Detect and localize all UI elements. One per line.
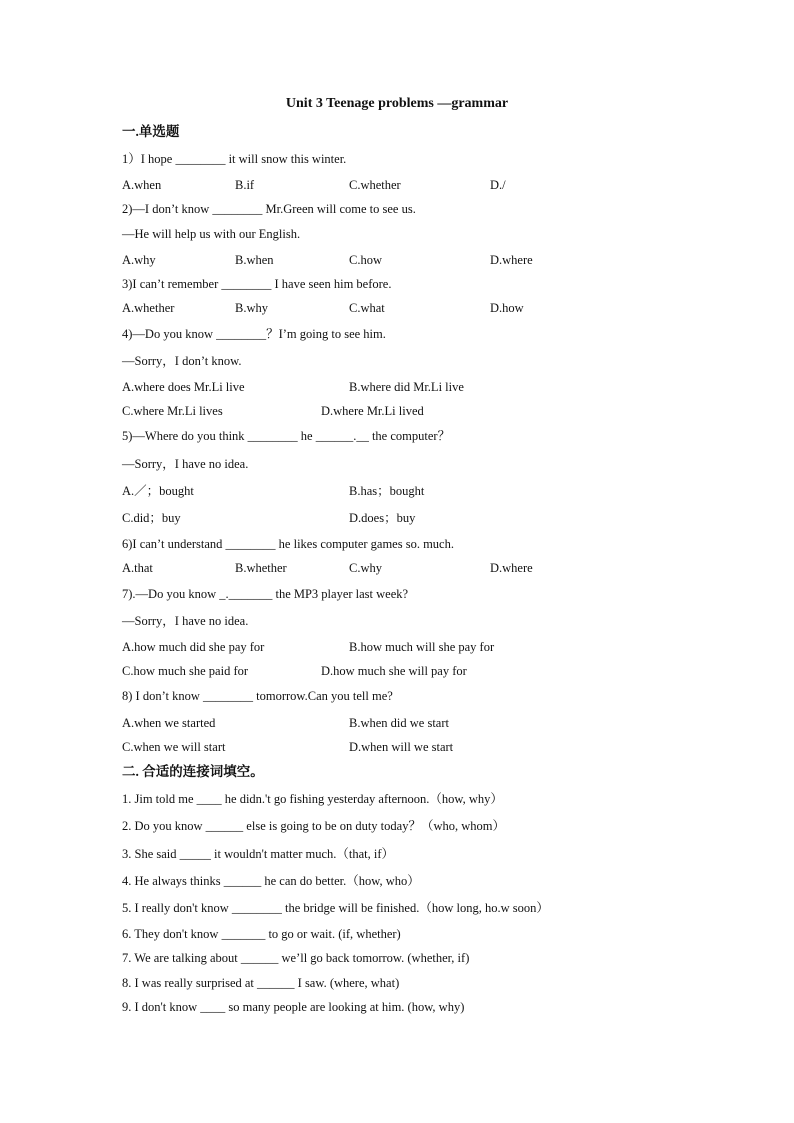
fill-item: 2. Do you know ______ else is going to be on duty today？（who, whom） [122,819,505,833]
q5-stem: 5)—Where do you think ________ he ______.__ the computer？ [122,429,451,443]
q5-option-a: A.／；bought [122,484,194,498]
q4-option-c: C.where Mr.Li lives [122,404,223,418]
q6-option-b: B.whether [235,561,287,575]
q4-option-a: A.where does Mr.Li live [122,380,245,394]
q4-stem: 4)—Do you know ________？I’m going to see him. [122,327,386,341]
section2-heading: 二. 合适的连接词填空。 [122,764,264,779]
q2-reply: —He will help us with our English. [122,227,301,241]
q3-option-b: B.why [235,301,268,315]
q1-option-c: C.whether [349,178,401,192]
q5-option-d: D.does；buy [349,511,416,525]
section1-heading: 一.单选题 [122,124,180,139]
q7-option-b: B.how much will she pay for [349,640,495,654]
fill-item: 8. I was really surprised at ______ I saw. (where, what) [122,976,400,990]
q6-option-c: C.why [349,561,382,575]
q4-option-d: D.where Mr.Li lived [321,404,424,418]
q8-option-a: A.when we started [122,716,216,730]
q2-option-b: B.when [235,253,274,267]
q7-reply: —Sorry，I have no idea. [122,614,249,628]
fill-item: 5. I really don't know ________ the bridge will be finished.（how long, ho.w soon） [122,901,549,915]
q1-stem: 1）I hope ________ it will snow this winter. [122,152,347,166]
q5-option-c: C.did；buy [122,511,181,525]
fill-item: 1. Jim told me ____ he didn.'t go fishing yesterday afternoon.（how, why） [122,792,503,806]
q6-option-a: A.that [122,561,153,575]
q3-option-a: A.whether [122,301,175,315]
fill-item: 3. She said _____ it wouldn't matter much.（that, if） [122,847,395,861]
fill-item: 4. He always thinks ______ he can do better.（how, who） [122,874,420,888]
q7-option-d: D.how much she will pay for [321,664,467,678]
q8-option-b: B.when did we start [349,716,449,730]
q2-option-c: C.how [349,253,382,267]
q8-stem: 8) I don’t know ________ tomorrow.Can you tell me? [122,689,393,703]
q4-reply: —Sorry，I don’t know. [122,354,242,368]
fill-item: 9. I don't know ____ so many people are looking at him. (how, why) [122,1000,465,1014]
q7-option-c: C.how much she paid for [122,664,249,678]
q2-option-a: A.why [122,253,156,267]
q7-option-a: A.how much did she pay for [122,640,265,654]
q6-option-d: D.where [490,561,533,575]
q3-option-d: D.how [490,301,524,315]
q8-option-d: D.when will we start [349,740,454,754]
q3-stem: 3)I can’t remember ________ I have seen him before. [122,277,392,291]
q4-option-b: B.where did Mr.Li live [349,380,464,394]
q5-reply: —Sorry，I have no idea. [122,457,249,471]
page-title: Unit 3 Teenage problems —grammar [285,96,509,111]
fill-item: 7. We are talking about ______ we’ll go back tomorrow. (whether, if) [122,951,470,965]
q1-option-d: D./ [490,178,506,192]
q5-option-b: B.has；bought [349,484,425,498]
q2-stem: 2)—I don’t know ________ Mr.Green will come to see us. [122,202,416,216]
q1-option-b: B.if [235,178,255,192]
q6-stem: 6)I can’t understand ________ he likes computer games so. much. [122,537,454,551]
q2-option-d: D.where [490,253,533,267]
q8-option-c: C.when we will start [122,740,226,754]
q3-option-c: C.what [349,301,385,315]
q1-option-a: A.when [122,178,162,192]
fill-item: 6. They don't know _______ to go or wait. (if, whether) [122,927,401,941]
q7-stem: 7).—Do you know _._______ the MP3 player last week? [122,587,409,601]
